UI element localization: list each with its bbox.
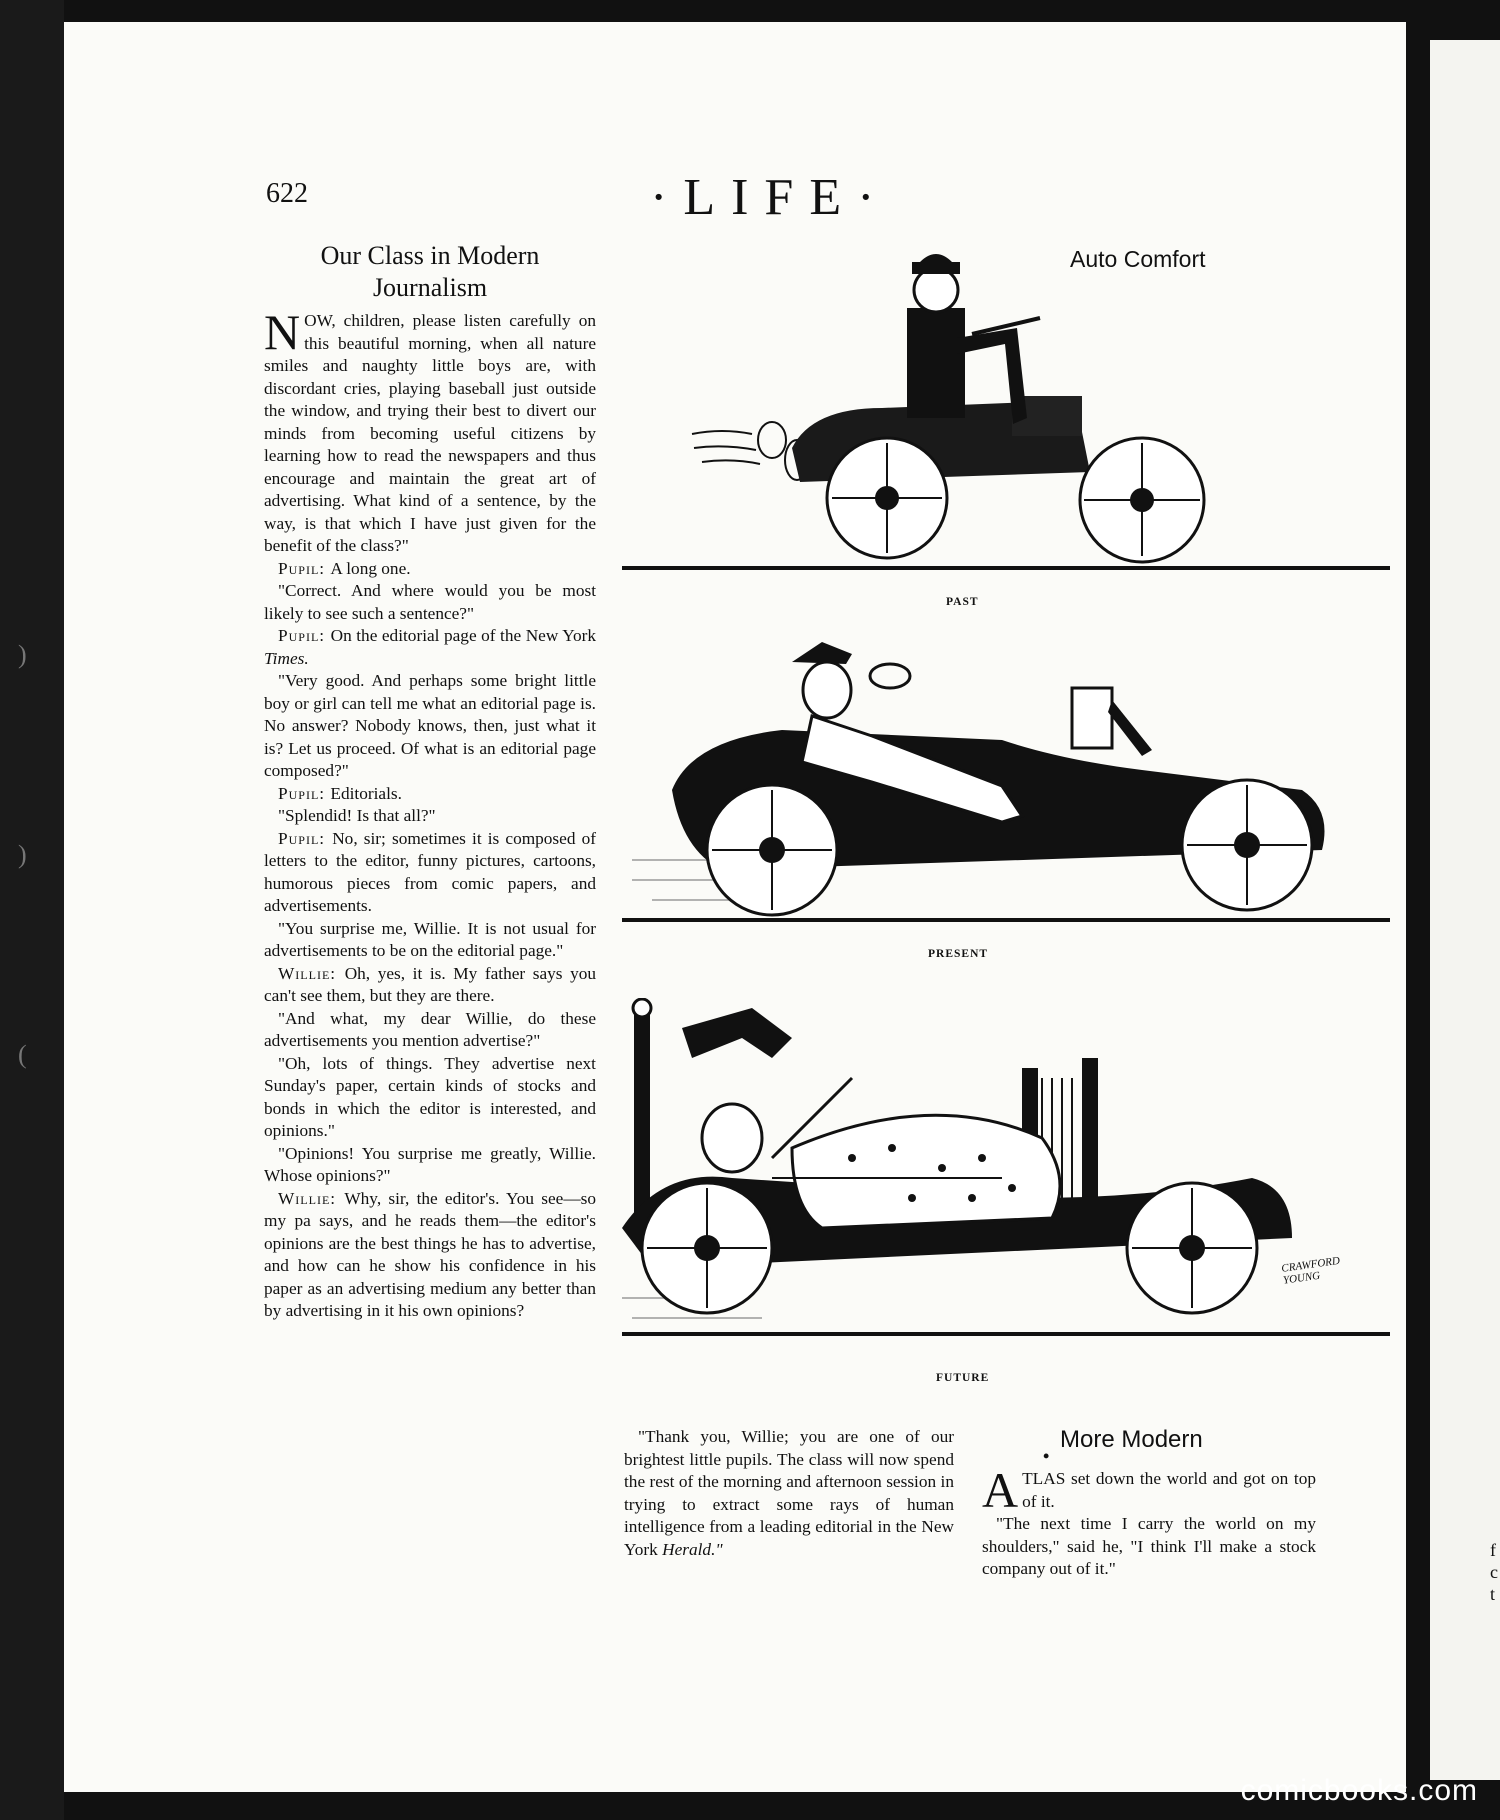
article-paragraph: Willie: Why, sir, the editor's. You see—so my pa says, and he reads them—the editor's opinions are the best things he has to advertise, and how can he show his confidence in his paper as an advertising medium any better than by advertising in it his own opinions? [264, 1188, 597, 1320]
scan-left-margin [0, 0, 64, 1820]
drop-cap: N [264, 304, 301, 360]
article-paragraph: "And what, my dear Willie, do these advertisements you mention advertise?" [264, 1008, 596, 1050]
facing-fragment: c [1490, 1562, 1498, 1582]
facing-page-edge [1418, 40, 1500, 1780]
sidebar-paragraph: ATLAS set down the world and got on top of it. [982, 1462, 1316, 1518]
speaker-label: Pupil: [278, 828, 333, 848]
sidebar-column [982, 1462, 1316, 1581]
present-car-illustration [622, 640, 1390, 930]
article-paragraph: Willie: Oh, yes, it is. My father says you can't see them, but they are there. [264, 963, 596, 1005]
bullet-dot: • [1043, 1446, 1050, 1466]
article-paragraph: Pupil: On the editorial page of the New York Times. [264, 626, 596, 668]
caption-future: FUTURE [936, 1372, 990, 1384]
article-paragraph: NOW, children, please listen carefully on this beautiful morning, when all nature smiles and naughty little boys are, with discordant cries, playing baseball just outside the window, and trying their best to divert our minds from becoming useful citizens by learning how to read the newspapers and thus encourage and maintain the great art of advertising. What kind of a sentence, by the way, is that which I have just given for the benefit of the class?" [264, 304, 596, 555]
page-number: 622 [266, 178, 308, 209]
cartoon-panel-future [622, 998, 1390, 1344]
cartoon-title: Auto Comfort [1070, 246, 1206, 272]
future-car-illustration [622, 998, 1390, 1344]
watermark: comicbooks.com [1240, 1774, 1478, 1807]
article-paragraph: Pupil: Editorials. [278, 783, 402, 803]
caption-past: PAST [946, 596, 979, 608]
article-paragraph: "Opinions! You surprise me greatly, Willie. Whose opinions?" [264, 1143, 596, 1185]
caption-present: PRESENT [928, 948, 989, 960]
article-paragraph: Pupil: No, sir; sometimes it is composed of letters to the editor, funny pictures, cartoons, humorous pieces from comic papers, and advertisements. [264, 828, 596, 915]
article-paragraph: "You surprise me, Willie. It is not usual for advertisements to be on the editorial page." [264, 918, 596, 960]
article-column-closing [624, 1426, 954, 1561]
article-paragraph: Pupil: A long one. [278, 558, 411, 578]
article-paragraph: "Splendid! Is that all?" [278, 806, 436, 825]
article-title: Our Class in Modern Journalism [320, 241, 540, 302]
closing-paragraph: "Thank you, Willie; you are one of our brightest little pupils. The class will now spend the rest of the morning and afternoon session in trying to extract some rays of human intelligence from a leading editorial in the New York Herald." [624, 1427, 954, 1559]
article-paragraph: "Very good. And perhaps some bright little boy or girl can tell me what an editorial page is. No answer? Nobody knows, then, just what it is? Let us proceed. Of what is an editorial page composed?" [264, 671, 596, 780]
spine-shadow [1418, 40, 1430, 1780]
cartoon-panel-past [622, 238, 1390, 578]
cartoon-panel-present [622, 640, 1390, 930]
facing-fragment: f [1490, 1540, 1496, 1560]
speaker-label: Pupil: [278, 626, 331, 645]
margin-mark: ) [18, 840, 27, 869]
speaker-label: Pupil: [278, 558, 331, 578]
article-paragraph: "Correct. And where would you be most likely to see such a sentence?" [264, 581, 596, 623]
past-car-illustration [622, 238, 1390, 578]
masthead: ·LIFE· [650, 169, 891, 226]
sidebar-title: More Modern [1060, 1426, 1203, 1453]
article-column-left [264, 304, 597, 1323]
drop-cap: A [982, 1462, 1019, 1518]
artist-signature: CRAWFORD YOUNG [1280, 1254, 1341, 1287]
article-paragraph: "Oh, lots of things. They advertise next Sunday's paper, certain kinds of stocks and bonds in which the editor is interested, and opinions." [264, 1053, 596, 1140]
sidebar-paragraph: "The next time I carry the world on my shoulders," said he, "I think I'll make a stock company out of it." [982, 1514, 1316, 1578]
facing-fragment: t [1490, 1584, 1496, 1604]
speaker-label: Willie: [278, 1188, 345, 1208]
margin-mark: ( [18, 1040, 27, 1069]
margin-mark: ) [18, 640, 27, 669]
speaker-label: Pupil: [278, 783, 331, 803]
speaker-label: Willie: [278, 963, 345, 983]
